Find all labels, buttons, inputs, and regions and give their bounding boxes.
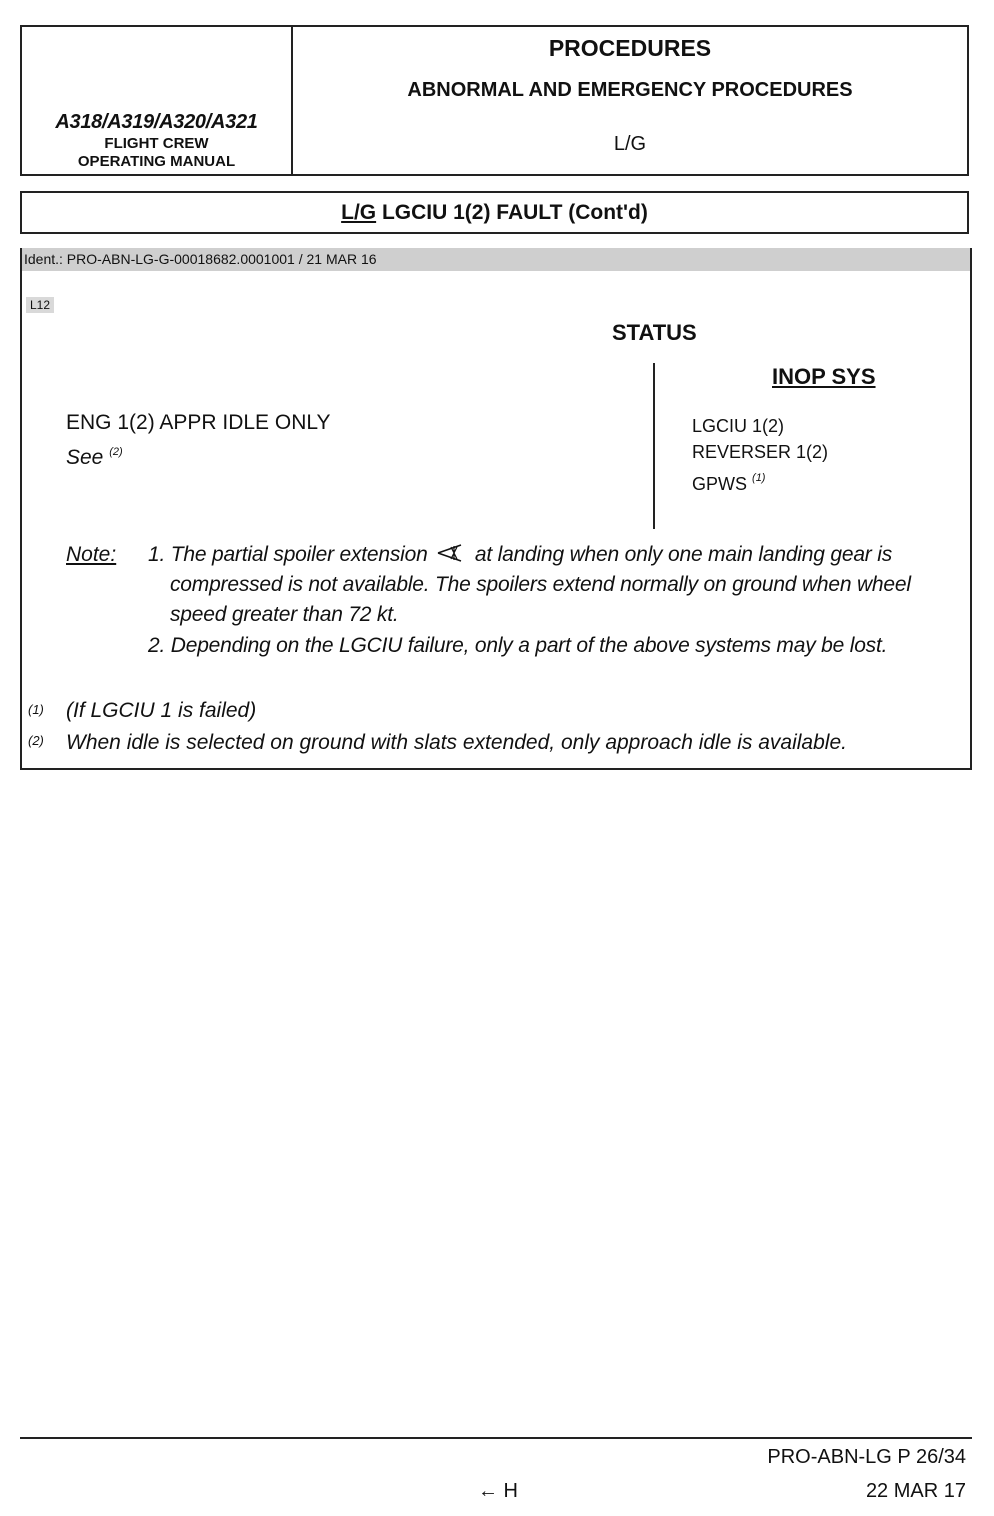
procedure-title-prefix: L/G bbox=[341, 201, 377, 224]
manual-name-line2: OPERATING MANUAL bbox=[77, 153, 236, 170]
procedure-title bbox=[20, 191, 969, 234]
section-subtitle: ABNORMAL AND EMERGENCY PROCEDURES bbox=[407, 79, 853, 101]
note-1-text-b: at landing when only one main landing gear is bbox=[474, 543, 892, 566]
inop-item-label: REVERSER 1(2) bbox=[692, 442, 829, 462]
see-reference bbox=[66, 446, 123, 470]
see-label: See bbox=[66, 446, 104, 469]
section-title: PROCEDURES bbox=[548, 35, 712, 61]
note-2-line: 2. Depending on the LGCIU failure, only a part of the above systems may be lost. bbox=[148, 634, 888, 657]
footnote-ref: (1) bbox=[752, 472, 766, 484]
page-header bbox=[20, 25, 969, 176]
note-label: Note: bbox=[66, 543, 117, 566]
inop-item-label: LGCIU 1(2) bbox=[692, 416, 785, 436]
footnote-text: (If LGCIU 1 is failed) bbox=[66, 699, 257, 722]
note-1-text-a: 1. The partial spoiler extension bbox=[148, 543, 428, 566]
status-line: ENG 1(2) APPR IDLE ONLY bbox=[66, 411, 331, 434]
manual-identity-cell bbox=[22, 27, 293, 174]
procedure-title-text: LGCIU 1(2) FAULT (Cont'd) bbox=[381, 201, 648, 224]
revision-date: 22 MAR 17 bbox=[865, 1480, 966, 1502]
revision-mark: ← H bbox=[478, 1480, 518, 1502]
status-heading: STATUS bbox=[612, 320, 697, 345]
footnote-mark: (1) bbox=[28, 702, 44, 717]
chapter-label: L/G bbox=[613, 133, 647, 155]
page-reference: PRO-ABN-LG P 26/34 bbox=[767, 1446, 966, 1468]
status-divider bbox=[653, 363, 655, 529]
level-badge: L12 bbox=[26, 297, 54, 313]
manual-name-line1: FLIGHT CREW bbox=[104, 135, 209, 152]
inop-item bbox=[692, 416, 784, 437]
aircraft-models: A318/A319/A320/A321 bbox=[55, 111, 258, 133]
inop-item bbox=[692, 472, 765, 495]
spoiler-icon bbox=[437, 543, 463, 569]
procedure-content bbox=[20, 248, 972, 770]
note-1-line: speed greater than 72 kt. bbox=[170, 603, 399, 626]
footnote-mark: (2) bbox=[28, 733, 44, 748]
footer-divider bbox=[20, 1437, 972, 1439]
footnote-text: When idle is selected on ground with slats extended, only approach idle is available. bbox=[66, 731, 847, 754]
ident-bar: Ident.: PRO-ABN-LG-G-00018682.0001001 / 21 MAR 16 bbox=[22, 248, 970, 271]
note-1-line: compressed is not available. The spoilers extend normally on ground when wheel bbox=[170, 573, 911, 596]
note-1-line bbox=[148, 543, 892, 569]
inop-sys-heading: INOP SYS bbox=[772, 364, 876, 389]
footnote-ref: (2) bbox=[109, 446, 123, 458]
inop-item-label: GPWS bbox=[692, 474, 748, 494]
inop-item bbox=[692, 442, 828, 463]
